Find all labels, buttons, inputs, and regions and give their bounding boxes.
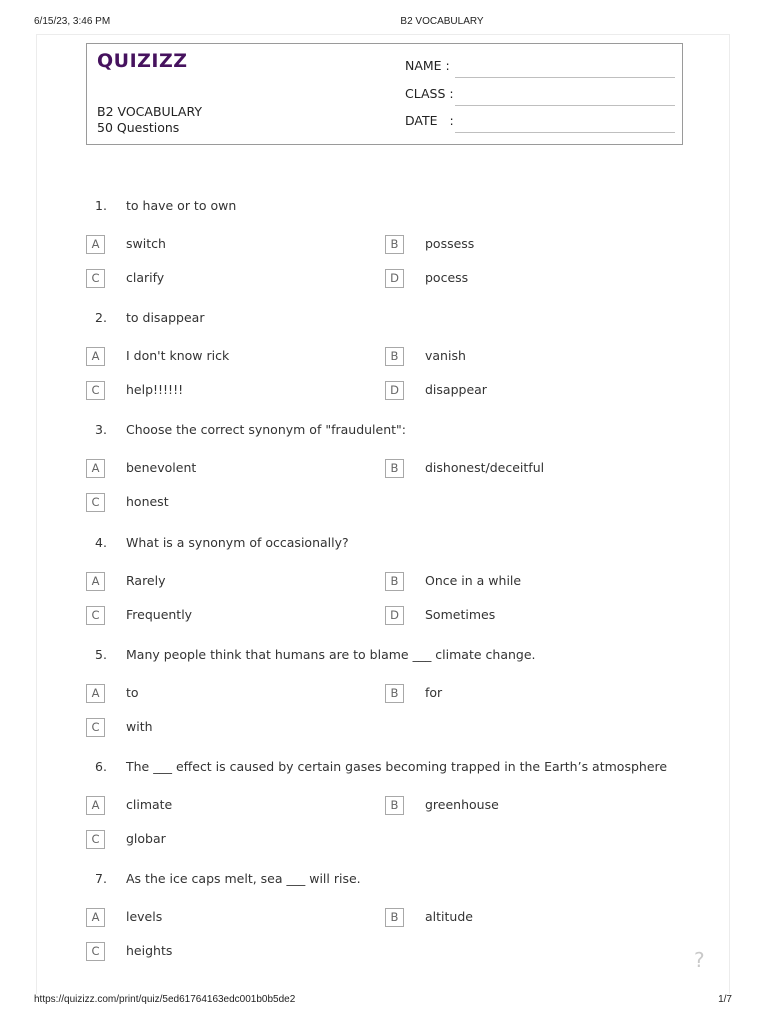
option-letter-box: C [86,381,105,400]
question-text: The ___ effect is caused by certain gases becoming trapped in the Earth’s atmosphere [126,759,668,774]
option-text: benevolent [126,460,197,475]
option-letter-box: B [385,347,404,366]
option-letter-box: A [86,235,105,254]
option-letter-box: A [86,796,105,815]
name-label: NAME : [405,58,450,73]
option-text: dishonest/deceitful [425,460,545,475]
class-label: CLASS : [405,86,454,101]
option-text: for [425,685,443,700]
print-footer [0,994,768,1008]
option-text: Sometimes [425,607,496,622]
option-letter-box: D [385,606,404,625]
option-text: Rarely [126,573,166,588]
question-number: 1. [95,198,107,213]
option-letter-box: B [385,796,404,815]
option-text: climate [126,797,173,812]
class-field[interactable] [405,86,675,106]
option-text: possess [425,236,475,251]
option-letter-box: A [86,572,105,591]
question-number: 4. [95,535,107,550]
option-text: pocess [425,270,469,285]
question-text: Choose the correct synonym of "fraudulent": [126,422,406,437]
help-icon[interactable]: ? [694,948,705,972]
question-text: As the ice caps melt, sea ___ will rise. [126,871,361,886]
print-header [0,16,768,30]
option-text: clarify [126,270,165,285]
option-text: switch [126,236,166,251]
quiz-title: B2 VOCABULARY [97,104,202,119]
option-text: Once in a while [425,573,522,588]
option-letter-box: B [385,684,404,703]
question-text: What is a synonym of occasionally? [126,535,349,550]
option-text: I don't know rick [126,348,230,363]
option-letter-box: A [86,684,105,703]
option-text: levels [126,909,163,924]
option-letter-box: C [86,606,105,625]
option-letter-box: C [86,718,105,737]
option-letter-box: B [385,908,404,927]
option-letter-box: A [86,908,105,927]
worksheet-header [86,43,683,145]
print-url: https://quizizz.com/print/quiz/5ed61764163edc001b0b5de2 [34,994,296,1005]
option-letter-box: C [86,493,105,512]
date-line [455,132,675,133]
date-field[interactable] [405,113,675,133]
question-number: 7. [95,871,107,886]
class-line [455,105,675,106]
option-letter-box: D [385,269,404,288]
option-letter-box: D [385,381,404,400]
name-field[interactable] [405,58,675,78]
option-letter-box: B [385,459,404,478]
option-text: heights [126,943,173,958]
date-label: DATE : [405,113,454,128]
question-text: to have or to own [126,198,237,213]
option-letter-box: B [385,572,404,591]
print-page-number: 1/7 [718,994,732,1005]
option-text: help!!!!!! [126,382,184,397]
option-letter-box: C [86,269,105,288]
name-line [455,77,675,78]
page-frame [36,34,730,994]
quizizz-logo: QUIZIZZ [97,50,188,72]
option-text: greenhouse [425,797,499,812]
question-number: 5. [95,647,107,662]
option-letter-box: C [86,942,105,961]
question-number: 3. [95,422,107,437]
question-text: Many people think that humans are to blame ___ climate change. [126,647,536,662]
option-letter-box: B [385,235,404,254]
question-count: 50 Questions [97,120,180,135]
option-text: Frequently [126,607,193,622]
question-number: 6. [95,759,107,774]
question-number: 2. [95,310,107,325]
option-text: to [126,685,139,700]
print-title: B2 VOCABULARY [400,16,484,27]
option-text: vanish [425,348,466,363]
option-text: globar [126,831,166,846]
option-letter-box: A [86,459,105,478]
option-letter-box: A [86,347,105,366]
question-text: to disappear [126,310,205,325]
option-text: honest [126,494,169,509]
print-datetime: 6/15/23, 3:46 PM [34,16,111,27]
option-text: altitude [425,909,473,924]
option-letter-box: C [86,830,105,849]
option-text: with [126,719,153,734]
option-text: disappear [425,382,487,397]
